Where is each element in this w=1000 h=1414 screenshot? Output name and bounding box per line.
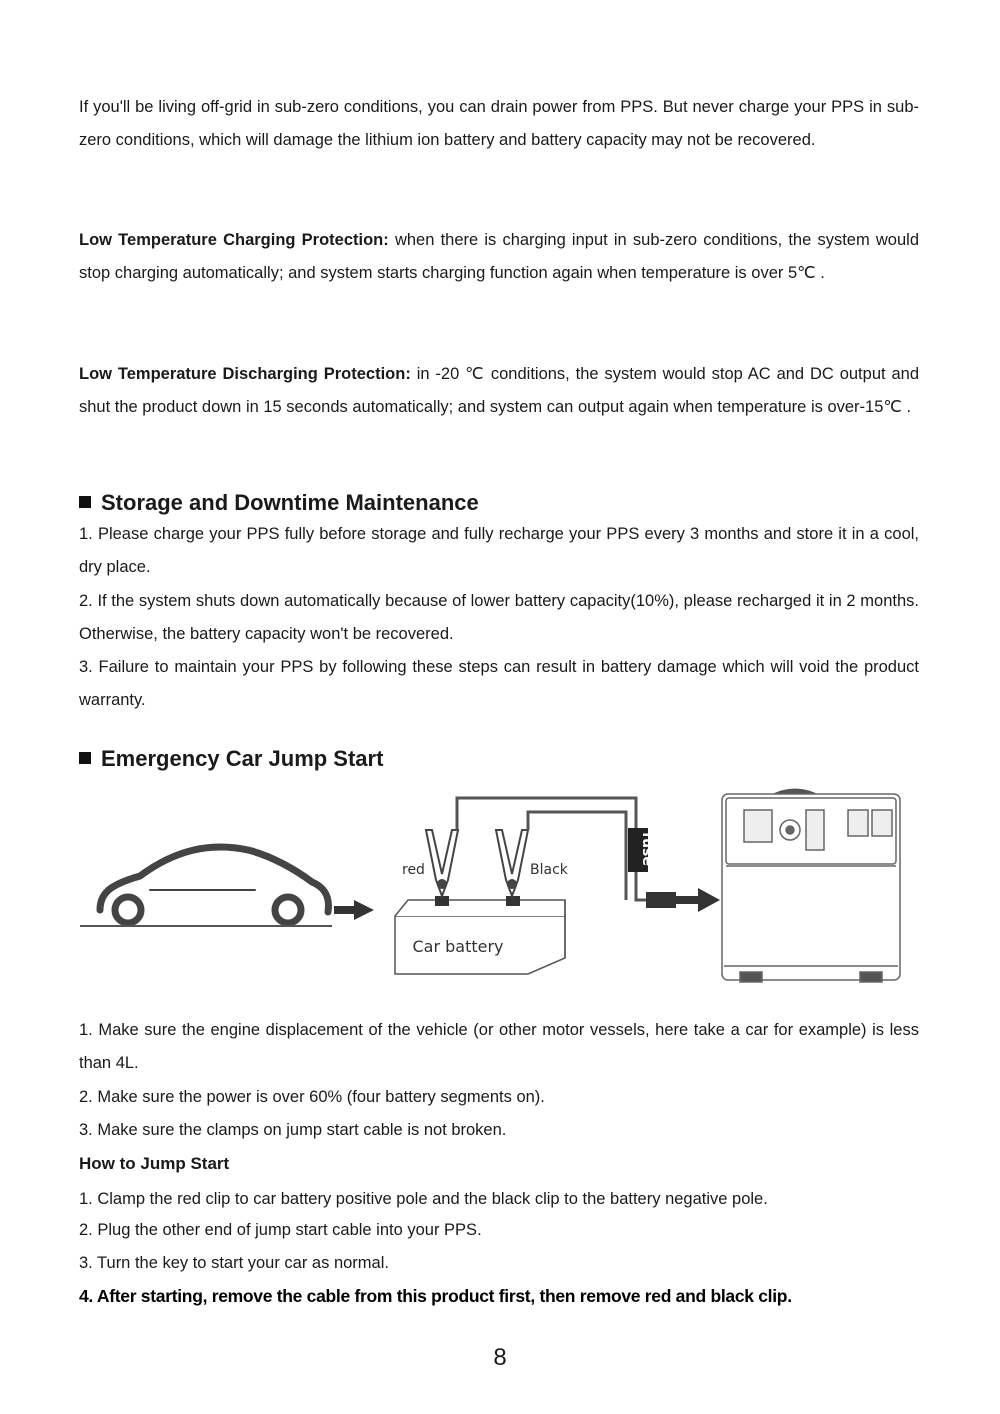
requirement-3: 3. Make sure the clamps on jump start cable is not broken. — [79, 1121, 507, 1139]
step-1: 1. Clamp the red clip to car battery positive pole and the black clip to the battery negative pole. — [79, 1190, 768, 1208]
square-bullet-icon — [79, 752, 91, 764]
black-clip-label: Black — [530, 862, 568, 878]
fuse-label: fuse — [639, 832, 655, 866]
page-number: 8 — [493, 1344, 507, 1371]
low-temp-discharging-text: in -20 ℃ conditions, the system would stop AC and DC output and shut the product down in 15 seconds automatically; and system can output again when temperature is over-15℃ . — [79, 365, 919, 417]
step-3: 3. Turn the key to start your car as normal. — [79, 1254, 389, 1272]
low-temp-charging-paragraph — [79, 224, 919, 291]
storage-item-1: 1. Please charge your PPS fully before storage and fully recharge your PPS every 3 months and store it in a cool, dry place. — [79, 525, 919, 577]
low-temp-charging-label: Low Temperature Charging Protection: — [79, 231, 389, 249]
low-temp-discharging-label: Low Temperature Discharging Protection: — [79, 365, 411, 383]
intro-paragraph: If you'll be living off-grid in sub-zero conditions, you can drain power from PPS. But never charge your PPS in sub-zero conditions, which will damage the lithium ion battery and battery capacity may not be recovered. — [79, 98, 919, 150]
low-temp-discharging-paragraph — [79, 358, 919, 425]
storage-item-2: 2. If the system shuts down automatically because of lower battery capacity(10%), please recharged it in 2 months. Otherwise, the battery capacity won't be recovered. — [79, 592, 919, 644]
requirement-1: 1. Make sure the engine displacement of the vehicle (or other motor vessels, here take a car for example) is less than 4L. — [79, 1021, 919, 1073]
red-clamp-icon — [426, 830, 458, 896]
step-4-warning: 4. After starting, remove the cable from this product first, then remove red and black clip. — [79, 1286, 792, 1306]
red-clip-label: red — [402, 862, 425, 878]
storage-heading-text: Storage and Downtime Maintenance — [101, 490, 479, 515]
jump-start-heading — [79, 746, 383, 772]
storage-item-3: 3. Failure to maintain your PPS by following these steps can result in battery damage which will void the product warranty. — [79, 658, 919, 710]
cable-plug-icon — [646, 888, 720, 912]
jump-start-heading-text: Emergency Car Jump Start — [101, 746, 384, 771]
jump-cable — [457, 798, 648, 900]
black-clamp-icon — [496, 830, 528, 896]
jump-start-diagram — [0, 780, 1000, 1000]
arrow-right-icon — [334, 900, 374, 920]
car-battery-illustration — [395, 896, 565, 974]
step-2: 2. Plug the other end of jump start cable into your PPS. — [79, 1221, 482, 1239]
pps-unit-illustration — [722, 791, 900, 982]
square-bullet-icon — [79, 496, 91, 508]
storage-heading — [79, 490, 479, 516]
requirement-2: 2. Make sure the power is over 60% (four battery segments on). — [79, 1088, 545, 1106]
how-to-jump-start-heading: How to Jump Start — [79, 1154, 230, 1173]
car-illustration — [100, 847, 328, 923]
car-battery-label: Car battery — [412, 937, 504, 956]
low-temp-charging-text: when there is charging input in sub-zero conditions, the system would stop charging automatically; and system starts charging function again when temperature is over 5℃ . — [79, 231, 920, 283]
